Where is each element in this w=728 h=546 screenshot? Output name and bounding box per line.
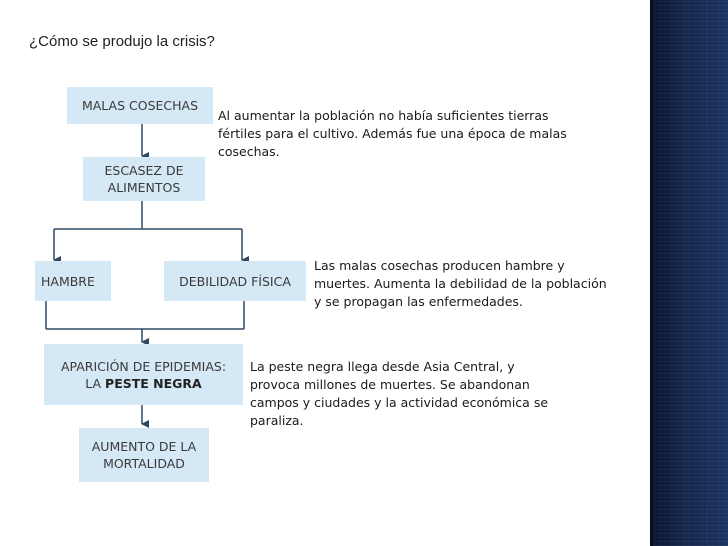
- box-epidemias: [44, 344, 243, 405]
- box-malas-cosechas: [67, 87, 213, 124]
- description-1: [218, 107, 567, 161]
- box-hambre: [35, 261, 111, 301]
- description-2-line: y se propagan las enfermedades.: [314, 294, 523, 309]
- description-3-line: paraliza.: [250, 413, 304, 428]
- description-1-line: cosechas.: [218, 144, 280, 159]
- sidebar-texture: [650, 0, 728, 546]
- description-2-line: muertes. Aumenta la debilidad de la población: [314, 276, 607, 291]
- box-malas-cosechas-label: MALAS COSECHAS: [81, 98, 199, 113]
- box-mortalidad: [79, 428, 209, 482]
- box-mortalidad-line2: MORTALIDAD: [103, 456, 185, 471]
- box-hambre-label: HAMBRE: [41, 273, 95, 289]
- box-debilidad-fisica: [164, 261, 306, 301]
- decorative-sidebar: [650, 0, 728, 546]
- description-1-line: Al aumentar la población no había suficientes tierras: [218, 108, 549, 123]
- box-epidemias-line1: APARICIÓN DE EPIDEMIAS:: [60, 358, 227, 374]
- box-epidemias-line2: [85, 375, 201, 392]
- box-escasez-line1: ESCASEZ DE: [104, 163, 184, 178]
- description-3-line: campos y ciudades y la actividad económica se: [250, 395, 549, 410]
- description-3-line: La peste negra llega desde Asia Central, y: [250, 359, 515, 374]
- box-epidemias-line2-bold: PESTE NEGRA: [105, 375, 202, 391]
- sidebar-edge: [650, 0, 653, 546]
- description-3-line: provoca millones de muertes. Se abandonan: [250, 377, 530, 392]
- description-2: [314, 257, 607, 311]
- description-1-line: fértiles para el cultivo. Además fue una época de malas: [218, 126, 567, 141]
- box-escasez-alimentos: [83, 157, 205, 201]
- page-title: ¿Cómo se produjo la crisis?: [29, 33, 215, 50]
- description-3: [250, 358, 548, 430]
- box-mortalidad-line1: AUMENTO DE LA: [91, 439, 197, 454]
- box-debilidad-label: DEBILIDAD FÍSICA: [179, 273, 291, 289]
- description-2-line: Las malas cosechas producen hambre y: [314, 258, 565, 273]
- box-epidemias-line2-prefix: LA: [85, 375, 106, 391]
- box-escasez-line2: ALIMENTOS: [107, 180, 181, 195]
